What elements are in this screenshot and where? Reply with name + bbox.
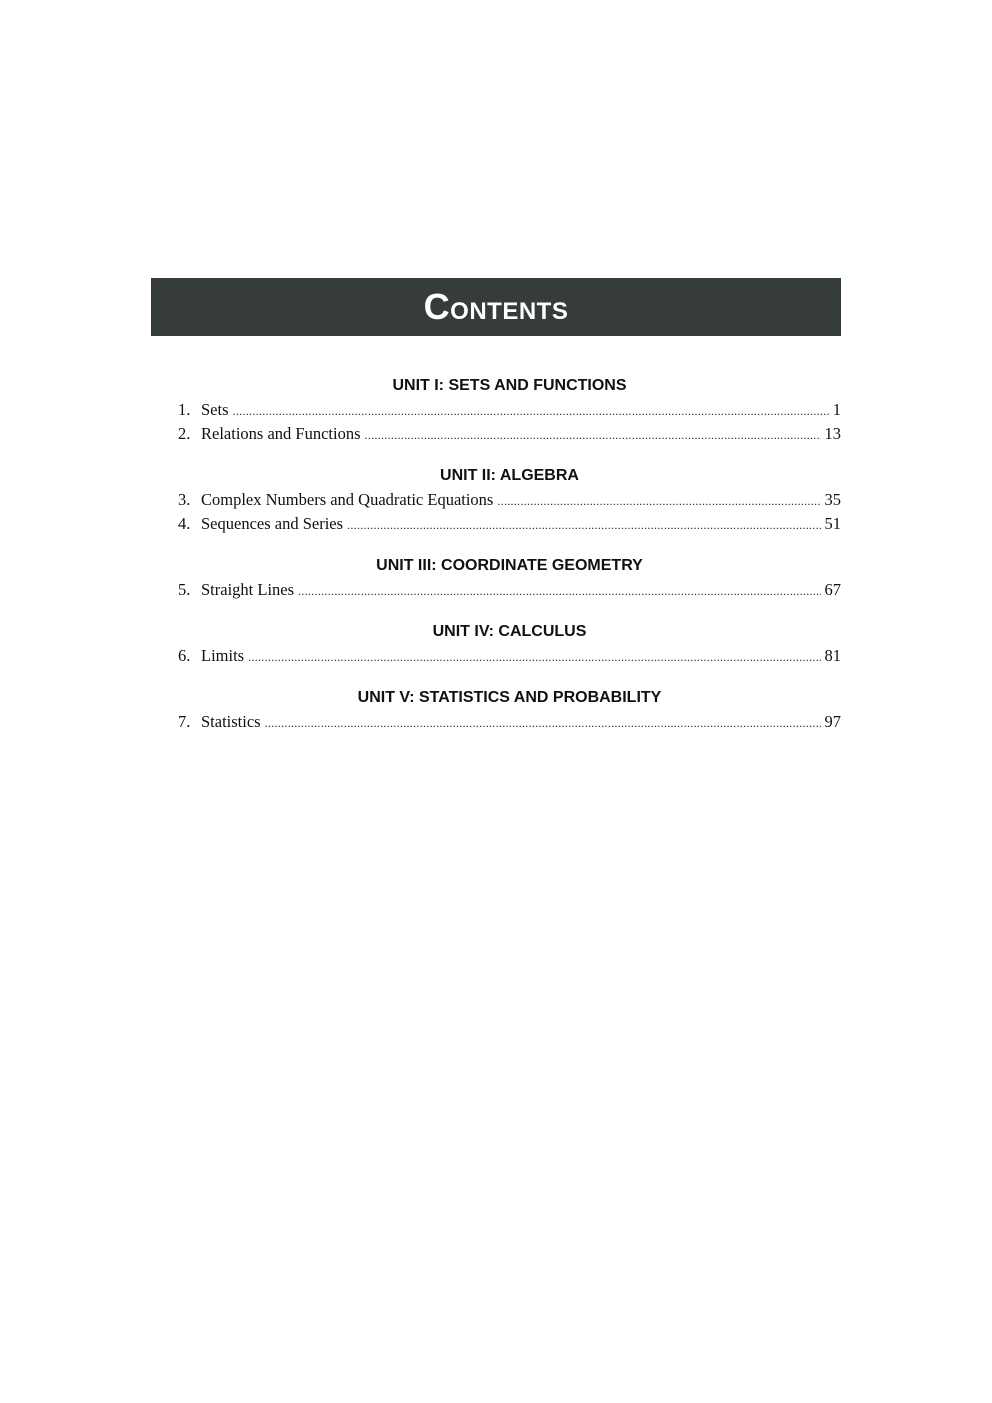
- chapter-title[interactable]: Statistics: [201, 712, 261, 731]
- chapter-title[interactable]: Sequences and Series: [201, 514, 344, 533]
- chapter-number: 5.: [178, 580, 191, 599]
- dot-leader: [248, 645, 820, 669]
- chapter-number: 3.: [178, 490, 191, 509]
- page-number: 81: [824, 646, 841, 665]
- toc-entry[interactable]: [178, 398, 841, 422]
- page-title: [423, 286, 569, 327]
- page-title-initial: C: [423, 286, 451, 327]
- unit-section: [178, 621, 841, 668]
- dot-leader: [233, 399, 829, 423]
- chapter-number: 4.: [178, 514, 191, 533]
- chapter-title[interactable]: Straight Lines: [201, 580, 295, 599]
- dot-leader: [497, 489, 820, 513]
- contents-banner: [151, 278, 841, 336]
- unit-heading: UNIT I: SETS AND FUNCTIONS: [392, 377, 627, 394]
- unit-heading: UNIT V: STATISTICS AND PROBABILITY: [357, 689, 662, 706]
- dot-leader: [365, 423, 821, 447]
- toc-entry[interactable]: [178, 644, 841, 668]
- page-number: 51: [824, 514, 841, 533]
- chapter-title[interactable]: Complex Numbers and Quadratic Equations: [201, 490, 494, 509]
- toc-entry[interactable]: [178, 488, 841, 512]
- dot-leader: [347, 513, 820, 537]
- dot-leader: [298, 579, 820, 603]
- dot-leader: [265, 711, 821, 735]
- page-number: 97: [824, 712, 841, 731]
- chapter-number: 7.: [178, 712, 191, 731]
- chapter-title[interactable]: Limits: [201, 646, 245, 665]
- chapter-number: 2.: [178, 424, 191, 443]
- page-number: 35: [824, 490, 841, 509]
- toc-entry[interactable]: [178, 710, 841, 734]
- page-title-rest: ONTENTS: [450, 298, 569, 325]
- toc-entry[interactable]: [178, 578, 841, 602]
- toc-entry[interactable]: [178, 422, 841, 446]
- unit-section: [178, 555, 841, 602]
- page-number: 67: [824, 580, 841, 599]
- toc-entry[interactable]: [178, 512, 841, 536]
- unit-heading: UNIT III: COORDINATE GEOMETRY: [376, 557, 643, 574]
- page-number: 13: [824, 424, 841, 443]
- unit-section: [178, 687, 841, 734]
- page-number: 1: [832, 400, 841, 419]
- table-of-contents: [178, 375, 841, 734]
- chapter-number: 1.: [178, 400, 191, 419]
- chapter-number: 6.: [178, 646, 191, 665]
- unit-section: [178, 465, 841, 536]
- unit-heading: UNIT IV: CALCULUS: [432, 623, 587, 640]
- unit-heading: UNIT II: ALGEBRA: [440, 467, 579, 484]
- chapter-title[interactable]: Relations and Functions: [201, 424, 361, 443]
- unit-section: [178, 375, 841, 446]
- chapter-title[interactable]: Sets: [201, 400, 229, 419]
